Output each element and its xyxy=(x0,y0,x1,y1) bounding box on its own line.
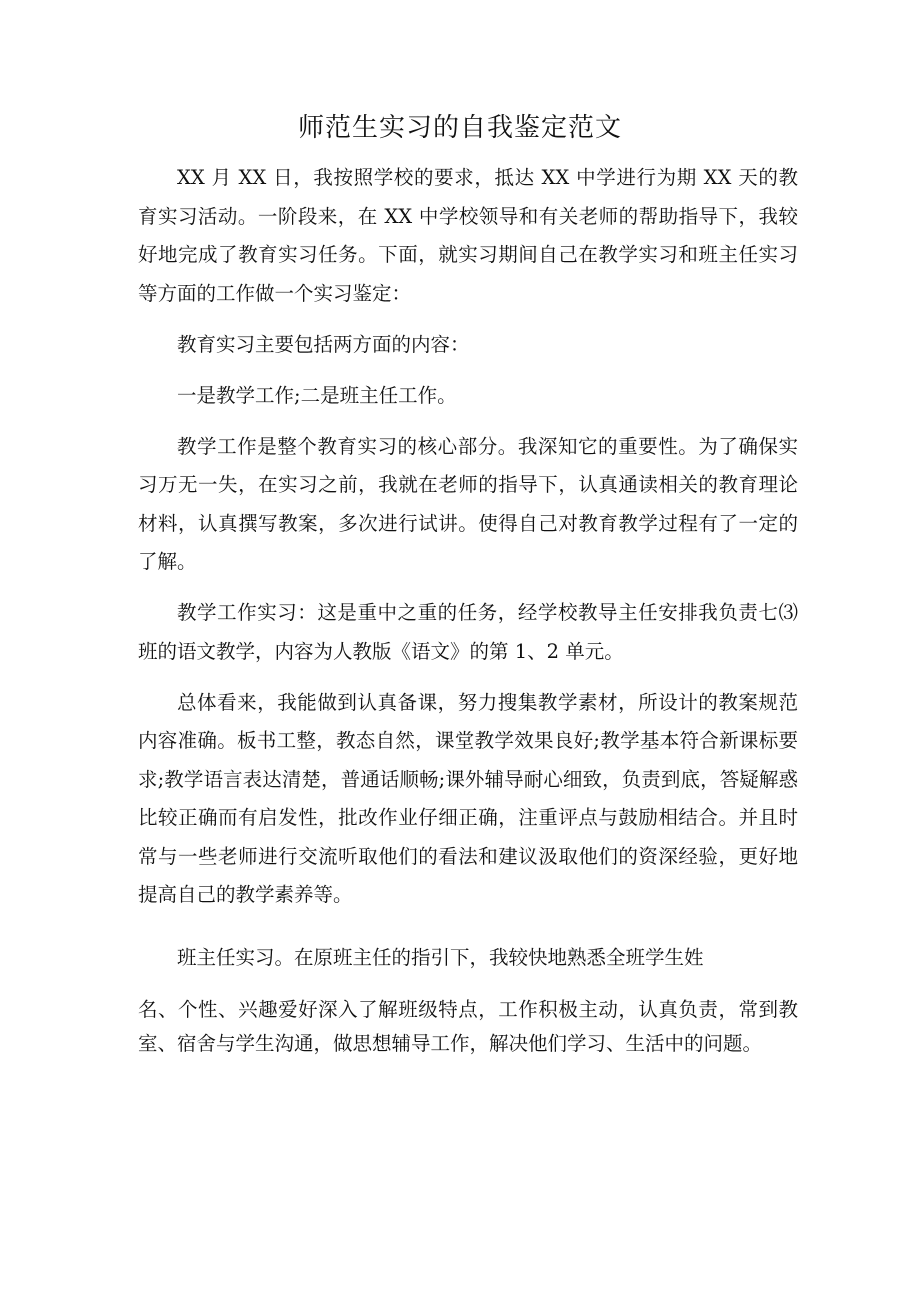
paragraph-overall-review: 总体看来，我能做到认真备课，努力搜集教学素材，所设计的教案规范内容准确。板书工整，教态自然，课堂教学效果良好;教学基本符合新课标要求;教学语言表达清楚，普通话顺畅;课外辅导耐心细致，负责到底，答疑解惑比较正确而有启发性，批改作业仔细正确，注重评点与鼓励相结合。并且时常与一些老师进行交流听取他们的看法和建议汲取他们的资深经验，更好地提高自己的教学素养等。 xyxy=(138,690,798,906)
paragraph-teaching-practice: 教学工作实习：这是重中之重的任务，经学校教导主任安排我负责七⑶班的语文教学，内容为人教版《语文》的第 1、2 单元。 xyxy=(138,601,798,663)
document-title: 师范生实习的自我鉴定范文 xyxy=(297,113,622,143)
paragraph-two-parts: 一是教学工作;二是班主任工作。 xyxy=(177,383,457,407)
paragraph-class-teacher-continued: 名、个性、兴趣爱好深入了解班级特点，工作积极主动，认真负责，常到教室、宿舍与学生沟通，做思想辅导工作，解决他们学习、生活中的问题。 xyxy=(138,998,798,1055)
paragraph-content-overview: 教育实习主要包括两方面的内容： xyxy=(177,332,470,356)
paragraph-class-teacher-start: 班主任实习。在原班主任的指引下，我较快地熟悉全班学生姓 xyxy=(177,945,704,969)
document-body xyxy=(138,159,798,1061)
paragraph-teaching-core: 教学工作是整个教育实习的核心部分。我深知它的重要性。为了确保实习万无一失，在实习之前，我就在老师的指导下，认真通读相关的教育理论材料，认真撰写教案，多次进行试讲。使得自己对教育教学过程有了一定的了解。 xyxy=(138,434,798,573)
paragraph-intro: XX 月 XX 日，我按照学校的要求，抵达 XX 中学进行为期 XX 天的教育实习活动。一阶段来，在 XX 中学校领导和有关老师的帮助指导下，我较好地完成了教育实习任务。下面，就实习期间自己在教学实习和班主任实习等方面的工作做一个实习鉴定： xyxy=(138,166,798,305)
